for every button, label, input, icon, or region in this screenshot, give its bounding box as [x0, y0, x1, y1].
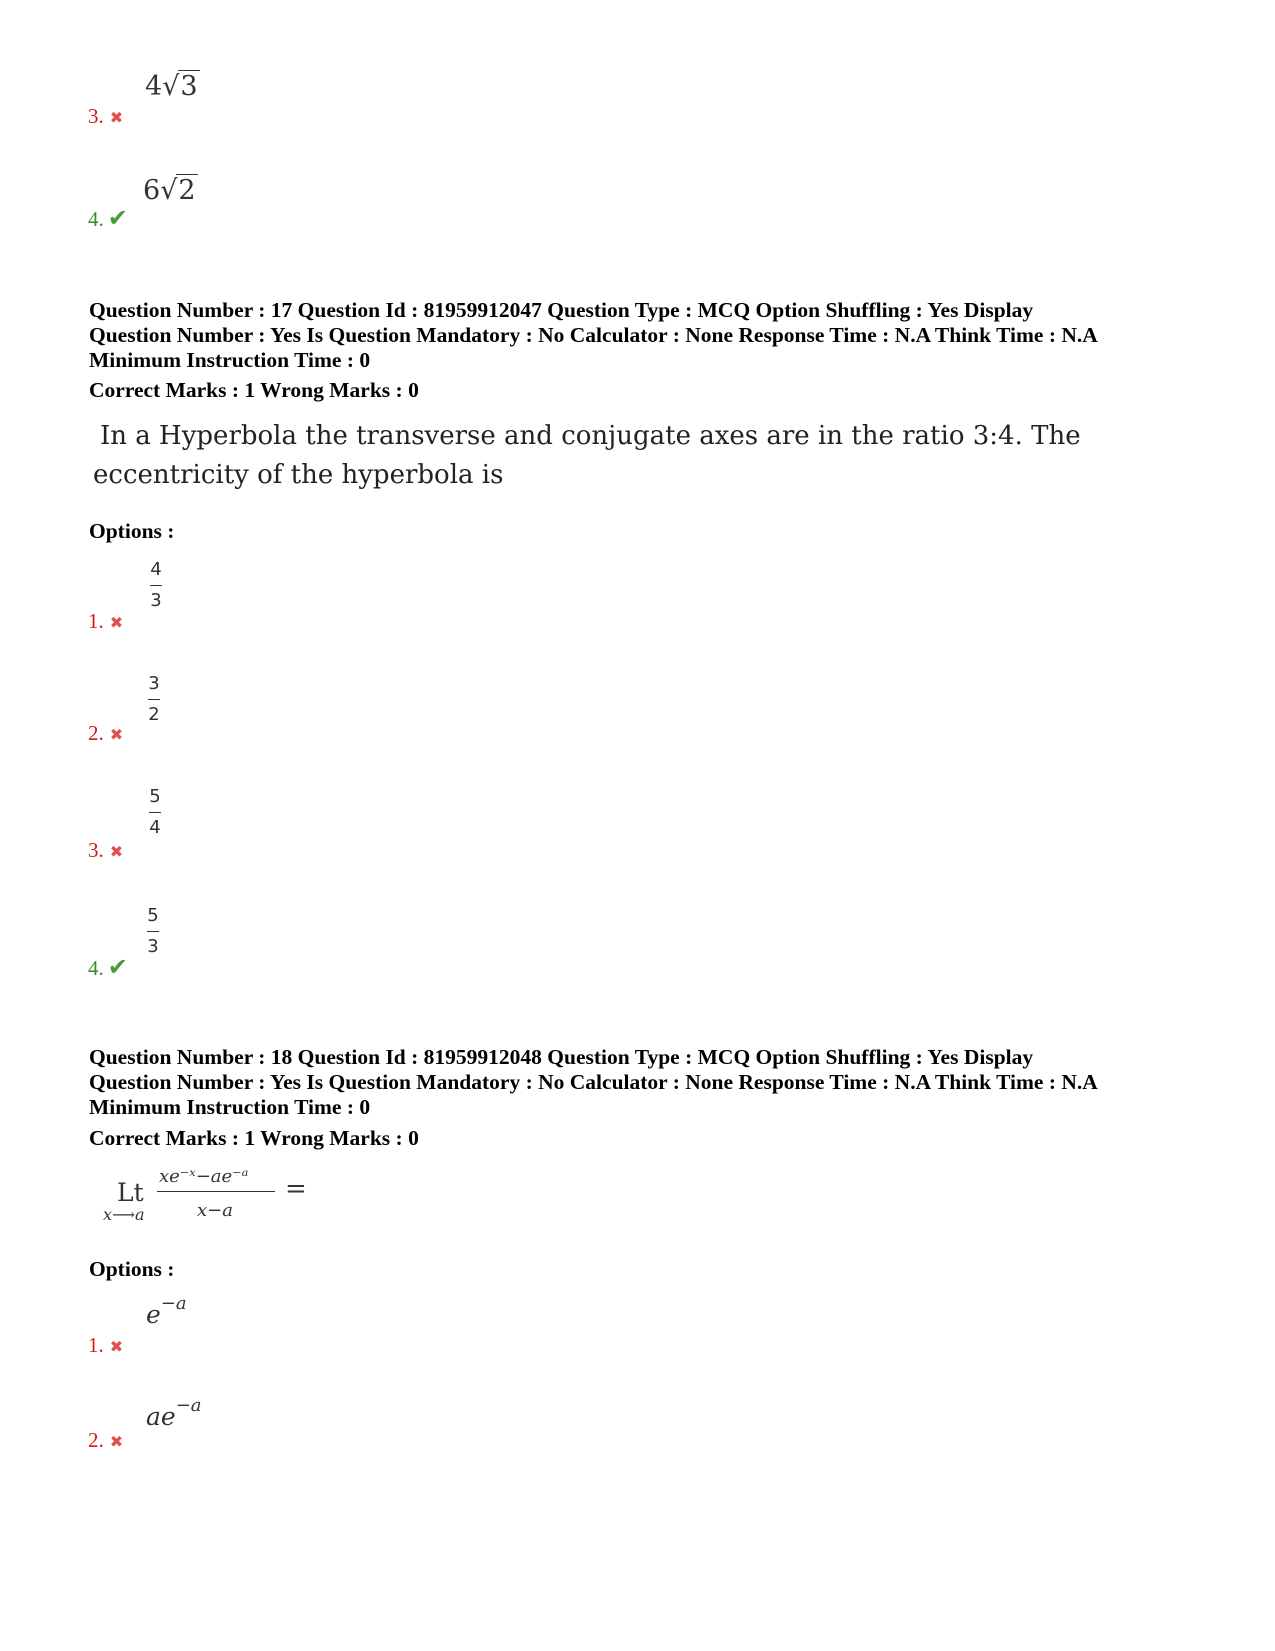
question-17-text-line-2: eccentricity of the hyperbola is — [93, 460, 504, 490]
q18-option-1[interactable]: 1. ✖ — [88, 1333, 124, 1357]
q17-option-1-fraction: 4 3 — [150, 559, 162, 611]
cross-icon: ✖ — [109, 1432, 124, 1451]
cross-icon: ✖ — [109, 725, 124, 744]
check-icon: ✔ — [107, 953, 128, 981]
equals-sign: = — [285, 1174, 307, 1204]
question-18-marks: Correct Marks : 1 Wrong Marks : 0 — [89, 1126, 419, 1150]
prev-option-4-value: 6 √ 2 — [143, 175, 196, 206]
question-17-text-line-1: In a Hyperbola the transverse and conjugate axes are in the ratio 3:4. The — [100, 421, 1081, 451]
q17-option-1[interactable]: 1. ✖ — [88, 609, 124, 633]
q18-option-2[interactable]: 2. ✖ — [88, 1428, 124, 1452]
prev-option-3-value: 4 √ 3 — [145, 71, 198, 102]
q17-option-2[interactable]: 2. ✖ — [88, 721, 124, 745]
q17-option-4-fraction: 5 3 — [147, 905, 159, 957]
question-18-options-label: Options : — [89, 1257, 175, 1281]
q17-option-3-fraction: 5 4 — [149, 786, 161, 838]
cross-icon: ✖ — [109, 108, 124, 127]
limit-denominator: x−a — [197, 1200, 233, 1221]
cross-icon: ✖ — [109, 842, 124, 861]
limit-subscript: x⟶a — [103, 1205, 145, 1224]
prev-option-3[interactable]: 3. ✖ — [88, 104, 124, 128]
question-18-limit-expression — [103, 1160, 323, 1230]
question-17-meta: Question Number : 17 Question Id : 81959912047 Question Type : MCQ Option Shuffling : Yes Display Question Number : Yes Is Question Mandatory : No Calculator : None Response Time : N.A Think Time : N.A Minimum Instruction Time : 0 — [89, 298, 1098, 372]
q18-option-1-value: $e^{-a}$ — [146, 1293, 187, 1329]
cross-icon: ✖ — [109, 613, 124, 632]
question-17-marks: Correct Marks : 1 Wrong Marks : 0 — [89, 378, 419, 402]
question-18-meta: Question Number : 18 Question Id : 81959912048 Question Type : MCQ Option Shuffling : Yes Display Question Number : Yes Is Question Mandatory : No Calculator : None Response Time : N.A Think Time : N.A Minimum Instruction Time : 0 — [89, 1045, 1098, 1119]
cross-icon: ✖ — [109, 1337, 124, 1356]
q17-option-2-fraction: 3 2 — [148, 673, 160, 725]
q17-option-3[interactable]: 3. ✖ — [88, 838, 124, 862]
q18-option-2-value: $ae^{-a}$ — [146, 1395, 202, 1431]
fraction-bar — [157, 1191, 275, 1192]
question-17-options-label: Options : — [89, 519, 175, 543]
limit-numerator: xe⁻ˣ−ae⁻ᵃ — [159, 1166, 249, 1187]
limit-word: Lt — [117, 1178, 144, 1207]
prev-option-4[interactable]: 4. ✔ — [88, 204, 128, 232]
check-icon: ✔ — [107, 204, 128, 232]
q17-option-4[interactable]: 4. ✔ — [88, 953, 128, 981]
